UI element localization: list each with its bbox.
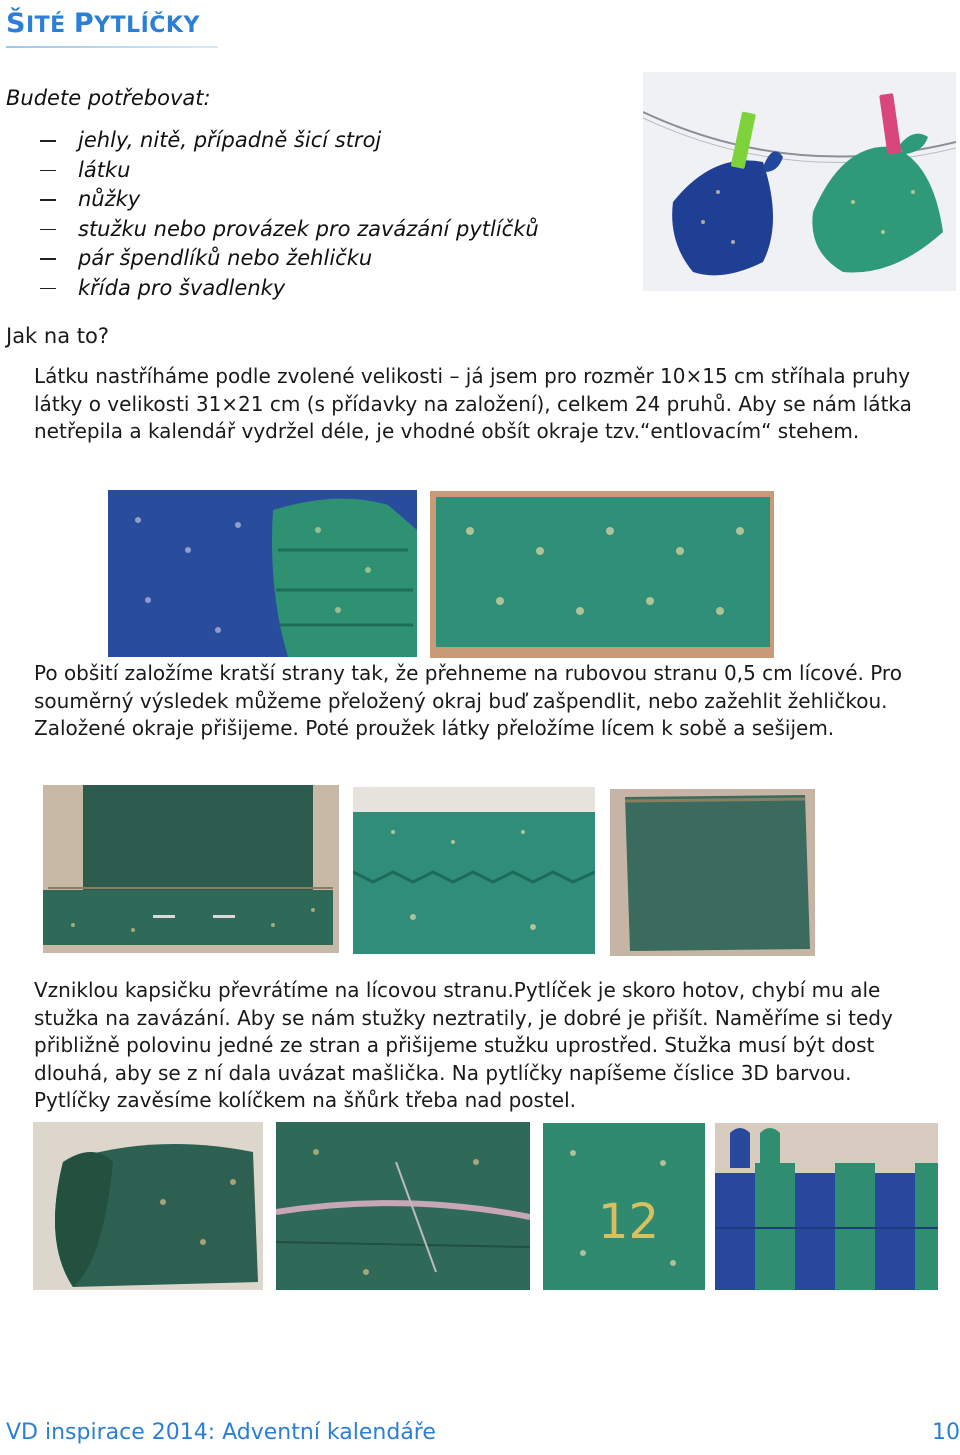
list-item: látku — [40, 156, 539, 186]
footer-title: VD inspirace 2014: Adventní kalendáře — [6, 1420, 436, 1445]
list-item: nůžky — [40, 185, 539, 215]
photo-number-bag — [543, 1123, 705, 1290]
photo-finished-calendar — [715, 1123, 938, 1290]
paragraph-2: Po obšití založíme kratší strany tak, že přehneme na rubovou stranu 0,5 cm lícové. Pro souměrný výsledek můžeme přeložený okraj buď zašpendlit, nebo zažehlit žehličkou. Založené okraje přišijeme. Poté proužek látky přeložíme lícem k sobě a sešijem. — [34, 661, 902, 741]
photo-green-strip — [430, 491, 774, 658]
photo-turned-bag — [33, 1122, 263, 1290]
title-underline — [6, 46, 218, 48]
photo-ribbon-sewn — [276, 1122, 530, 1290]
photo-fabric-strips — [108, 490, 417, 657]
paragraph-1: Látku nastříháme podle zvolené velikosti – já jsem pro rozměr 10×15 cm stříhala pruhy látky o velikosti 31×21 cm (s přídavky na založení), celkem 24 pruhů. Aby se nám látka netřepila a kalendář vydržel déle, je vhodné obšít okraje tzv.“entlovacím“ stehem. — [34, 364, 912, 444]
how-heading: Jak na to? — [6, 324, 109, 348]
list-item: jehly, nitě, případně šicí stroj — [40, 126, 539, 156]
photo-stitched-hem — [353, 787, 595, 954]
page-title: ŠITÉ PYTLÍČKY — [6, 8, 200, 39]
bag-number: 12 — [598, 1194, 660, 1250]
list-item: pár špendlíků nebo žehličku — [40, 244, 539, 274]
photo-pinned-hem — [43, 785, 339, 953]
photo-sewn-pocket — [610, 789, 815, 956]
paragraph-3: Vzniklou kapsičku převrátíme na lícovou stranu.Pytlíček je skoro hotov, chybí mu ale stužka na zavázání. Aby se nám stužky neztratily, je dobré je přišít. Naměříme si tedy přibližně polovinu jedné ze stran a přišijeme stužku uprostřed. Stužka musí být dost dlouhá, aby se z ní dala uvázat mašlička. Na pytlíčky napíšeme číslice 3D barvou. Pytlíčky zavěsíme kolíčkem na šňůrk třeba nad postel. — [34, 978, 893, 1113]
materials-list — [40, 126, 539, 303]
list-item: křída pro švadlenky — [40, 274, 539, 304]
list-item: stužku nebo provázek pro zavázání pytlíčků — [40, 215, 539, 245]
photo-hanging-bags — [643, 72, 956, 291]
page-number: 10 — [932, 1420, 960, 1445]
materials-heading: Budete potřebovat: — [6, 86, 211, 110]
